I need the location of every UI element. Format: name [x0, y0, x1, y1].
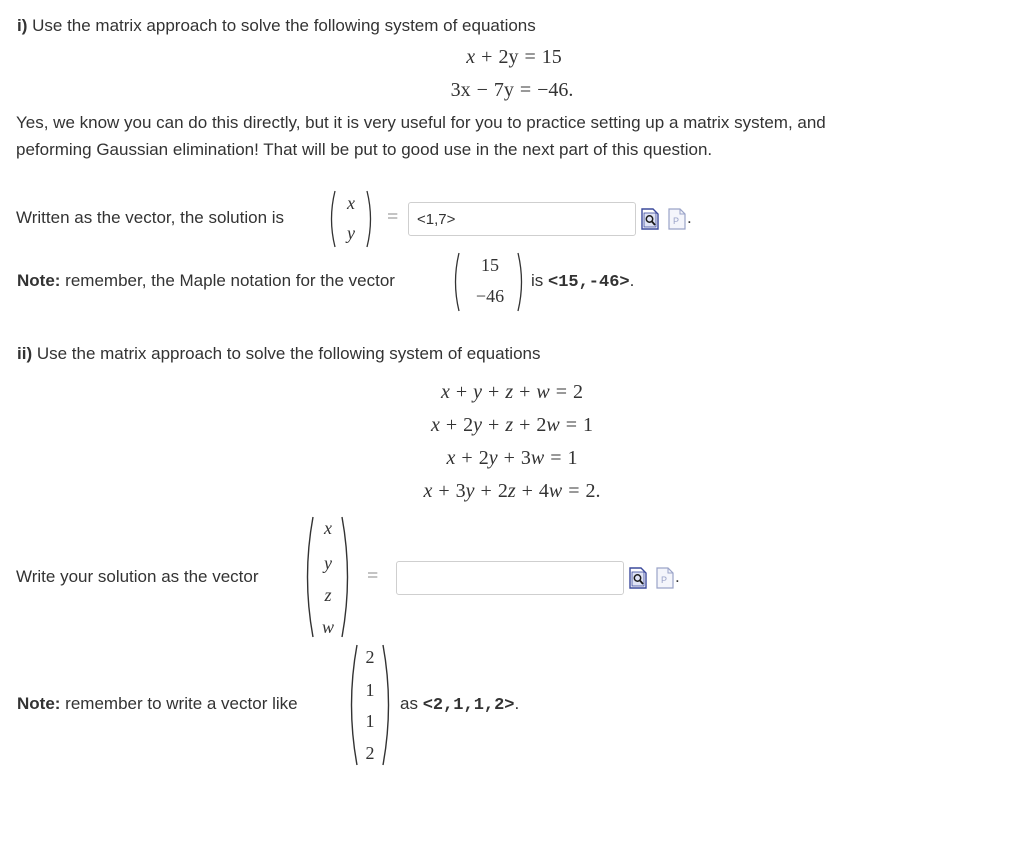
part2-intro-text: Use the matrix approach to solve the following system of equations [32, 344, 541, 363]
vector-entry-y: y [347, 223, 355, 243]
note-vector-entry-4: 2 [365, 743, 375, 763]
part1-intro [17, 16, 536, 36]
part1-note-text: remember, the Maple notation for the vector [60, 271, 395, 290]
note-vector-entry-3: 1 [365, 711, 375, 731]
vector-entry-x: x [324, 518, 332, 538]
part2-equation-1: x + y + z + w = 2 [440, 381, 584, 403]
part2-note-code: <2,1,1,2> [422, 696, 515, 715]
vector-entry-w: w [321, 617, 334, 637]
note-vector-entry-1: 2 [365, 647, 375, 667]
vector-entry-x: x [347, 193, 355, 213]
part2-equals: = [367, 565, 379, 587]
part1-answer-input[interactable] [408, 202, 636, 236]
preview-icon[interactable] [629, 567, 647, 589]
part1-paragraph-line-1: Yes, we know you can do this directly, but it is very useful for you to practice setting up a matrix system, and [16, 113, 826, 132]
part1-note-tail: is <15,-46>. [531, 271, 635, 292]
part1-paragraph-line-2: peforming Gaussian elimination! That will be put to good use in the next part of this question. [16, 140, 713, 159]
part2-solution-prompt: Write your solution as the vector [16, 567, 259, 586]
part1-equation-2: 3x − 7y = −46. [450, 79, 574, 101]
preview-icon[interactable] [641, 208, 659, 230]
part2-equation-4: x + 3y + 2z + 4w = 2. [423, 480, 601, 502]
help-icon[interactable] [656, 567, 674, 589]
vector-entry-z: z [324, 585, 332, 605]
part1-note [17, 271, 395, 291]
part1-label: i) [17, 16, 28, 35]
part1-equals: = [387, 206, 399, 228]
part2-equation-3: x + 2y + 3w = 1 [446, 447, 578, 469]
left-paren [327, 190, 337, 248]
part2-equation-2: x + 2y + z + 2w = 1 [430, 414, 594, 436]
part2-label: ii) [17, 344, 33, 363]
part2-intro [17, 344, 540, 364]
part2-note-tail: as <2,1,1,2>. [400, 694, 520, 715]
left-paren [451, 252, 461, 312]
part1-intro-text: Use the matrix approach to solve the following system of equations [27, 16, 536, 35]
part1-note-label: Note: [17, 271, 61, 290]
right-paren [365, 190, 375, 248]
note-vector-entry-2: 1 [365, 680, 375, 700]
part2-note-label: Note: [17, 694, 61, 713]
part2-note [17, 694, 298, 714]
svg-text:P: P [672, 216, 680, 226]
right-paren [516, 252, 526, 312]
part2-note-text: remember to write a vector like [60, 694, 298, 713]
part1-solution-prompt: Written as the vector, the solution is [16, 208, 285, 227]
part2-answer-input[interactable] [396, 561, 624, 595]
right-paren [340, 516, 354, 638]
help-icon[interactable] [668, 208, 686, 230]
right-paren [381, 644, 395, 766]
part1-note-code: <15,-46> [548, 273, 630, 292]
part1-equation-1: x + 2y = 15 [466, 46, 562, 68]
vector-entry-y: y [324, 553, 332, 573]
svg-text:P: P [660, 575, 668, 585]
part1-trailing-period: . [687, 208, 692, 227]
part2-trailing-period: . [675, 567, 680, 586]
left-paren [345, 644, 359, 766]
left-paren [301, 516, 315, 638]
note-vector-entry-1: 15 [481, 255, 499, 275]
note-vector-entry-2: −46 [475, 286, 505, 306]
